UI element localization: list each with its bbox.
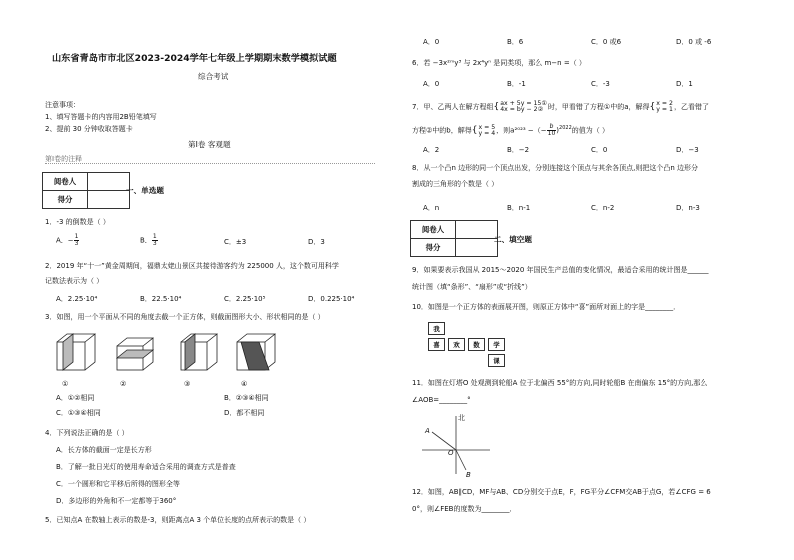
q8-option-c: C．n-2 bbox=[591, 204, 615, 212]
q12-line2: 0°，则∠FEB的度数为________． bbox=[412, 505, 517, 513]
q6-option-d: D．1 bbox=[676, 80, 693, 88]
q7-option-c: C．0 bbox=[591, 146, 608, 154]
point-a-label: A bbox=[425, 427, 430, 435]
q4-option-c: C．一个圆形和它平移后所得的图形全等 bbox=[56, 480, 180, 488]
point-o-label: O bbox=[448, 449, 454, 457]
q1-option-a: A．− $\frac{1}{3}$ bbox=[56, 233, 79, 247]
net-cell: 学 bbox=[488, 338, 505, 351]
q9-line1: 9．如果要表示我国从 2015～2020 年国民生产总值的变化情况，最适合采用的统计图是______ bbox=[412, 266, 709, 274]
q3-option-a: A．①②相同 bbox=[56, 394, 95, 402]
q5-option-c: C．0 或6 bbox=[591, 38, 622, 46]
q7-option-d: D．−3 bbox=[676, 146, 699, 154]
q9-line2: 统计图（填“条形”、“扇形”或“折线”） bbox=[412, 283, 532, 291]
cube-figure-2 bbox=[117, 338, 153, 370]
net-cell: 课 bbox=[488, 354, 505, 367]
cube-figure-4 bbox=[237, 334, 275, 370]
q12-line1: 12．如图，AB∥CD，MF与AB、CD分别交于点E，F，FG平分∠CFM交AB于点G，若∠CFG = 6 bbox=[412, 488, 711, 496]
notes-item: 2、提前 30 分钟收取答题卡 bbox=[45, 125, 133, 133]
q2-option-d: D．0.225·10⁴ bbox=[308, 295, 355, 303]
q2-option-b: B．22.5·10⁴ bbox=[140, 295, 182, 303]
q8-option-b: B．n-1 bbox=[507, 204, 531, 212]
q3-stem: 3．如图，用一个平面从不同的角度去截一个正方体，则截面图形大小、形状相同的是（ ） bbox=[45, 313, 325, 321]
score-cell bbox=[456, 239, 498, 257]
grader-label: 阅卷人 bbox=[411, 221, 456, 239]
q6-option-c: C．-3 bbox=[591, 80, 610, 88]
section2-heading: 二、填空题 bbox=[494, 235, 532, 244]
section1-note: 第Ⅰ卷的注释 bbox=[45, 155, 83, 163]
q2-line1: 2．2019 年“十一”黄金周期间，福鼎太姥山景区共接待游客约为 225000 人，这个数可用科学 bbox=[45, 262, 339, 270]
grader-cell bbox=[88, 173, 130, 191]
q1-option-d: D．3 bbox=[308, 238, 325, 246]
net-cell: 欢 bbox=[448, 338, 465, 351]
net-cell: 数 bbox=[468, 338, 485, 351]
q4-option-d: D．多边形的外角和不一定都等于360° bbox=[56, 497, 177, 505]
q4-stem: 4．下列说法正确的是（ ） bbox=[45, 429, 129, 437]
exam-title: 山东省青岛市市北区2023-2024学年七年级上学期期末数学模拟试题 bbox=[52, 53, 337, 64]
score-cell bbox=[88, 191, 130, 209]
cube-figure-1 bbox=[57, 334, 95, 370]
q8-option-d: D．n-3 bbox=[676, 204, 700, 212]
q1-option-c: C．±3 bbox=[224, 238, 247, 246]
q3-option-d: D．都不相同 bbox=[224, 409, 265, 417]
q7-option-b: B．−2 bbox=[507, 146, 530, 154]
grader-cell bbox=[456, 221, 498, 239]
net-cell: 喜 bbox=[428, 338, 445, 351]
q7-option-a: A．2 bbox=[423, 146, 440, 154]
q4-option-b: B．了解一批日光灯的使用寿命适合采用的调查方式是普查 bbox=[56, 463, 236, 471]
section1-heading: 一、单选题 bbox=[126, 186, 164, 195]
notes-heading: 注意事项： bbox=[45, 101, 80, 109]
grading-table-2 bbox=[410, 220, 498, 257]
north-label: 北 bbox=[458, 414, 465, 422]
score-label: 得分 bbox=[43, 191, 88, 209]
q5-option-d: D．0 或 -6 bbox=[676, 38, 712, 46]
score-label: 得分 bbox=[411, 239, 456, 257]
q3-fig-label-2: ② bbox=[120, 380, 127, 388]
q7-line2: 方程②中的b，解得{ x = 5 y = 4 ，则a²⁰²³ −（− $\frac{b}{10}$ )$^{2022}$的值为（ ） bbox=[412, 123, 609, 137]
q5-option-b: B．6 bbox=[507, 38, 524, 46]
q7-line1: 7．甲、乙两人在解方程组{ ax + 5y = 15① 4x = by − 2② 时，甲看错了方程①中的a，解得{ x = 2 y = 1 ，乙看错了 bbox=[412, 100, 709, 113]
q3-fig-label-4: ④ bbox=[241, 380, 248, 388]
q3-option-b: B．②③④相同 bbox=[224, 394, 269, 402]
q11-line1: 11．如图在灯塔O 处观测到轮船A 位于北偏西 55°的方向,同时轮船B 在南偏东 15°的方向,那么 bbox=[412, 379, 708, 387]
point-b-label: B bbox=[466, 471, 471, 479]
dotted-divider bbox=[45, 163, 375, 164]
q10-stem: 10．如图是一个正方体的表面展开图，则原正方体中“喜”面所对面上的字是________． bbox=[412, 303, 681, 311]
net-cell: 我 bbox=[428, 322, 445, 335]
q11-line2: ∠AOB=________° bbox=[412, 396, 471, 404]
q5-option-a: A．0 bbox=[423, 38, 440, 46]
exam-subtitle: 综合考试 bbox=[198, 72, 229, 81]
q8-line2: 割成的三角形的个数是（ ） bbox=[412, 180, 499, 188]
notes-item: 1、填写答题卡的内容用2B铅笔填写 bbox=[45, 113, 157, 121]
q3-fig-label-1: ① bbox=[62, 380, 69, 388]
q5-stem: 5．已知点A 在数轴上表示的数是-3，则距离点A 3 个单位长度的点所表示的数是（ ） bbox=[45, 516, 311, 524]
cube-figure-3 bbox=[181, 334, 217, 370]
q4-option-a: A．长方体的截面一定是长方形 bbox=[56, 446, 152, 454]
q2-line2: 记数法表示为（ ） bbox=[45, 277, 104, 285]
q2-option-c: C．2.25·10⁵ bbox=[224, 295, 266, 303]
grader-label: 阅卷人 bbox=[43, 173, 88, 191]
section1-title: 第Ⅰ卷 客观题 bbox=[188, 140, 231, 149]
q6-option-b: B．-1 bbox=[507, 80, 526, 88]
q3-cube-figures bbox=[55, 330, 375, 382]
q1-option-b: B． $\frac{1}{3}$ bbox=[140, 233, 157, 247]
q2-option-a: A．2.25·10⁴ bbox=[56, 295, 98, 303]
q6-stem: 6．若 −3x²ᵐy³ 与 2x⁴yⁿ 是同类项，那么 m−n =（ ） bbox=[412, 59, 586, 67]
q3-fig-label-3: ③ bbox=[184, 380, 191, 388]
q8-option-a: A．n bbox=[423, 204, 440, 212]
grading-table-1 bbox=[42, 172, 130, 209]
q3-option-c: C．①③④相同 bbox=[56, 409, 101, 417]
q6-option-a: A．0 bbox=[423, 80, 440, 88]
q1-stem: 1．-3 的倒数是（ ） bbox=[45, 218, 110, 226]
q8-line1: 8．从一个凸n 边形的同一个顶点出发，分别连接这个顶点与其余各顶点,则把这个凸n 边形分 bbox=[412, 164, 699, 172]
